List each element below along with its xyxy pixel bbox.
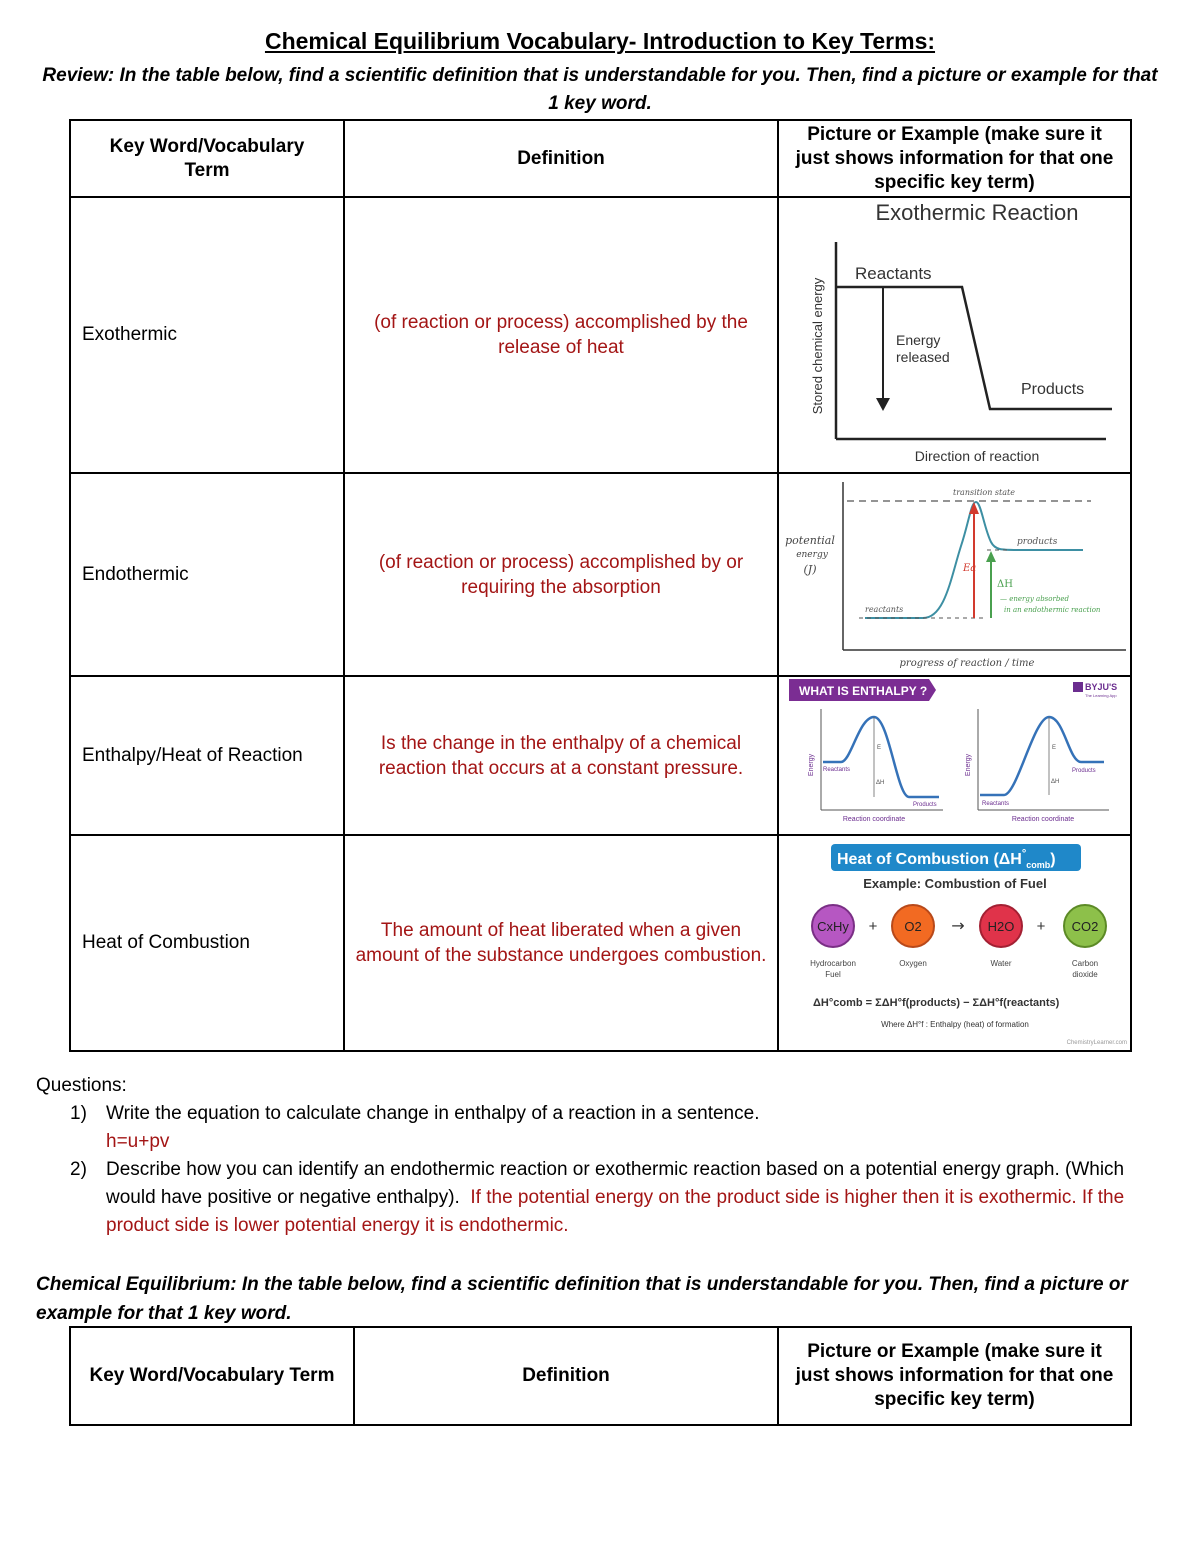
definition-cell: The amount of heat liberated when a given amount of the substance undergoes combustion. [344, 835, 778, 1051]
enthalpy-g1-reactants: Reactants [823, 767, 851, 773]
enthalpy-g2-x-label: Reaction coordinate [1011, 816, 1075, 823]
enthalpy-g1-x-label: Reaction coordinate [842, 816, 906, 823]
exo-reactants-label: Reactants [855, 264, 932, 283]
question-number: 2) [70, 1159, 87, 1180]
vocab-table-equilibrium [69, 1326, 1132, 1426]
exo-energy-label-1: Energy [896, 332, 941, 348]
endo-ea-label: Ea [963, 563, 977, 574]
exo-title: Exothermic Reaction [875, 200, 1079, 225]
picture-cell [778, 197, 1131, 473]
endo-y-label-3: (J) [803, 563, 817, 576]
term-cell: Exothermic [70, 197, 344, 473]
header-definition: Definition [354, 1327, 778, 1425]
page-title: Chemical Equilibrium Vocabulary- Introduction to Key Terms: [264, 28, 936, 54]
term-cell: Enthalpy/Heat of Reaction [70, 676, 344, 835]
table-header-row [70, 120, 1131, 197]
fuel-formula: CxHy [817, 919, 849, 934]
combustion-equation: ΔH°comb = ΣΔH°f(products) − ΣΔH°f(reactants) [813, 997, 1060, 1009]
questions-label: Questions: [36, 1075, 127, 1096]
plus-sign-1: + [868, 918, 878, 935]
combustion-banner-sub: comb [1026, 860, 1051, 870]
fuel-name-2: Fuel [825, 970, 841, 979]
header-key-word: Key Word/Vocabulary Term [70, 1327, 354, 1425]
enthalpy-g2-dh-label: ΔH [1051, 779, 1060, 785]
enthalpy-banner: WHAT IS ENTHALPY ? [799, 684, 928, 698]
exo-y-label: Stored chemical energy [810, 277, 825, 415]
combustion-diagram [779, 836, 1132, 1050]
enthalpy-g2-reactants: Reactants [982, 801, 1010, 807]
exo-arrow-head [876, 398, 890, 411]
co2-name-1: Carbon [1071, 959, 1099, 968]
endothermic-diagram [779, 474, 1132, 675]
header-key-word: Key Word/Vocabulary Term [70, 120, 344, 197]
enthalpy-g2-y-label: Energy [965, 753, 972, 777]
header-picture: Picture or Example (make sure it just shows information for that one specific key term) [778, 120, 1131, 197]
oxygen-name: Oxygen [899, 959, 927, 968]
question-item [36, 1100, 1166, 1156]
fuel-name-1: Hydrocarbon [810, 959, 856, 968]
table-row [70, 835, 1131, 1051]
combustion-banner-sup: ° [1021, 848, 1027, 860]
endo-reactants-label: reactants [865, 605, 904, 614]
section2-instructions: Chemical Equilibrium: In the table below, find a scientific definition that is understandable for you. Then, find a picture or example for that 1 key word. [36, 1274, 1128, 1324]
plus-sign-2: + [1036, 918, 1046, 935]
water-formula: H2O [987, 919, 1015, 934]
combustion-where: Where ΔH°f : Enthalpy (heat) of formation [881, 1020, 1029, 1029]
enthalpy-g2-e-label: E [1052, 745, 1057, 751]
co2-name-2: dioxide [1072, 970, 1098, 979]
endo-transition-label: transition state [953, 488, 1015, 497]
co2-formula: CO2 [1071, 919, 1099, 934]
header-picture: Picture or Example (make sure it just shows information for that one specific key term) [778, 1327, 1131, 1425]
picture-cell [778, 473, 1131, 676]
exo-energy-label-2: released [896, 349, 950, 365]
question-item [36, 1156, 1166, 1240]
combustion-example: Example: Combustion of Fuel [863, 876, 1047, 891]
enthalpy-g1-dh-label: ΔH [876, 780, 885, 786]
endo-y-label-1: potential [785, 534, 835, 547]
exo-x-label: Direction of reaction [914, 448, 1040, 464]
table-row [70, 676, 1131, 835]
enthalpy-g1-y-label: Energy [808, 753, 815, 777]
intro-instructions: Review: In the table below, find a scientific definition that is understandable for you. Then, find a picture or example for that 1 key word. [42, 65, 1158, 114]
enthalpy-g2-curve [980, 717, 1104, 795]
combustion-credit: ChemistryLearner.com [1066, 1040, 1127, 1046]
oxygen-formula: O2 [904, 919, 922, 934]
enthalpy-diagram [779, 677, 1132, 834]
questions-section [36, 1072, 1166, 1240]
endo-y-label-2: energy [796, 550, 828, 560]
question-text: Describe how you can identify an endothermic reaction or exothermic reaction based on a potential energy graph. (Which would have positive or negative enthalpy). [106, 1159, 1125, 1208]
question-text: Write the equation to calculate change in enthalpy of a reaction in a sentence. [106, 1103, 760, 1124]
enthalpy-g1-e-label: E [877, 745, 882, 751]
definition-cell: (of reaction or process) accomplished by the release of heat [344, 197, 778, 473]
endo-dh-arrow-head [986, 551, 996, 562]
question-number: 1) [70, 1103, 87, 1124]
brand-tagline: The Learning App [1085, 693, 1117, 698]
vocab-table-review [69, 119, 1132, 1052]
combustion-banner-main: Heat of Combustion (ΔH [837, 851, 1022, 868]
table-row [70, 197, 1131, 473]
term-cell: Heat of Combustion [70, 835, 344, 1051]
exo-products-label: Products [1021, 381, 1085, 398]
reaction-arrow: → [951, 916, 965, 935]
combustion-banner-close: ) [1050, 851, 1056, 868]
endo-products-label: products [1017, 537, 1058, 547]
water-name: Water [990, 959, 1012, 968]
exothermic-diagram [779, 198, 1132, 472]
picture-cell [778, 676, 1131, 835]
question-body [106, 1156, 1166, 1240]
brand-name: BYJU'S [1085, 682, 1118, 692]
header-definition: Definition [344, 120, 778, 197]
table-header-row [70, 1327, 1131, 1425]
enthalpy-g1-products: Products [913, 802, 937, 808]
endo-x-label: progress of reaction / time [899, 658, 1035, 669]
question-answer: h=u+pv [106, 1131, 170, 1152]
table-row [70, 473, 1131, 676]
definition-cell: Is the change in the enthalpy of a chemical reaction that occurs at a constant pressure. [344, 676, 778, 835]
enthalpy-g2-products: Products [1072, 768, 1096, 774]
term-cell: Endothermic [70, 473, 344, 676]
endo-dh-label: ΔH [997, 579, 1013, 590]
brand-logo-icon [1073, 682, 1083, 692]
endo-note-2: in an endothermic reaction [1004, 606, 1101, 614]
endo-note-1: — energy absorbed [1000, 595, 1069, 603]
question-answer: If the potential energy on the product side is higher then it is exothermic. If the product side is lower potential energy it is endothermic. [106, 1187, 1125, 1236]
picture-cell [778, 835, 1131, 1051]
definition-cell: (of reaction or process) accomplished by or requiring the absorption [344, 473, 778, 676]
